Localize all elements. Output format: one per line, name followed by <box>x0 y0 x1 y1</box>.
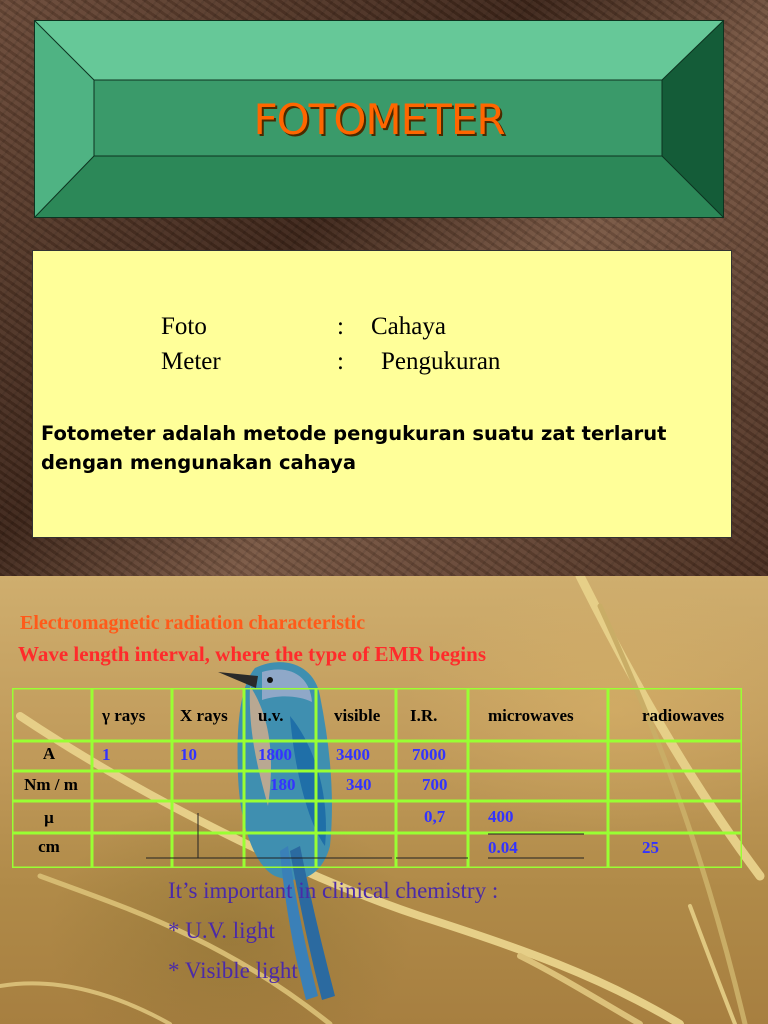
header-ir: I.R. <box>410 706 438 725</box>
statement-line-1: Fotometer adalah metode pengukuran suatu zat terlarut <box>41 422 667 445</box>
row-label-micron: μ <box>44 808 54 827</box>
cell-mu-microwaves: 400 <box>488 807 514 826</box>
note-visible-light: * Visible light <box>168 958 298 983</box>
slide-emr-characteristic <box>0 576 768 1024</box>
cell-nm-ir: 700 <box>422 775 448 794</box>
row-label-angstrom: A <box>42 744 56 763</box>
cell-nm-visible: 340 <box>346 775 372 794</box>
emr-subtitle: Wave length interval, where the type of EMR begins <box>18 642 486 666</box>
row-label-nm: Nm / m <box>24 775 78 794</box>
cell-a-gamma: 1 <box>102 745 111 764</box>
cell-a-visible: 3400 <box>336 745 370 764</box>
slide-title: FOTOMETER <box>253 94 505 144</box>
header-gamma-rays: γ rays <box>102 706 146 725</box>
header-microwaves: microwaves <box>488 706 574 725</box>
definition-meaning: Cahaya <box>371 313 446 340</box>
emr-title: Electromagnetic radiation characteristic <box>20 612 366 634</box>
emr-table <box>12 688 742 868</box>
statement-line-2: dengan mengunakan cahaya <box>41 451 356 474</box>
header-uv: u.v. <box>258 706 284 725</box>
definition-term: Meter <box>161 348 221 375</box>
note-uv-light: * U.V. light <box>168 918 275 943</box>
definition-colon: : <box>337 313 344 340</box>
header-radiowaves: radiowaves <box>642 706 725 725</box>
definition-meaning: Pengukuran <box>381 348 501 375</box>
cell-mu-ir: 0,7 <box>424 807 446 826</box>
cell-a-uv: 1800 <box>258 745 292 764</box>
cell-cm-radiowaves: 25 <box>642 838 659 857</box>
definition-colon: : <box>337 348 344 375</box>
cell-cm-microwaves: 0.04 <box>488 838 518 857</box>
title-banner <box>34 20 724 218</box>
note-heading: It’s important in clinical chemistry : <box>168 878 499 903</box>
definition-statement <box>41 419 731 477</box>
header-x-rays: X rays <box>180 706 228 725</box>
definition-box <box>32 250 732 538</box>
cell-a-ir: 7000 <box>412 745 446 764</box>
cell-a-xray: 10 <box>180 745 197 764</box>
header-visible: visible <box>334 706 381 725</box>
definition-term: Foto <box>161 313 207 340</box>
cell-nm-uv: 180 <box>270 775 296 794</box>
row-label-cm: cm <box>38 837 60 856</box>
